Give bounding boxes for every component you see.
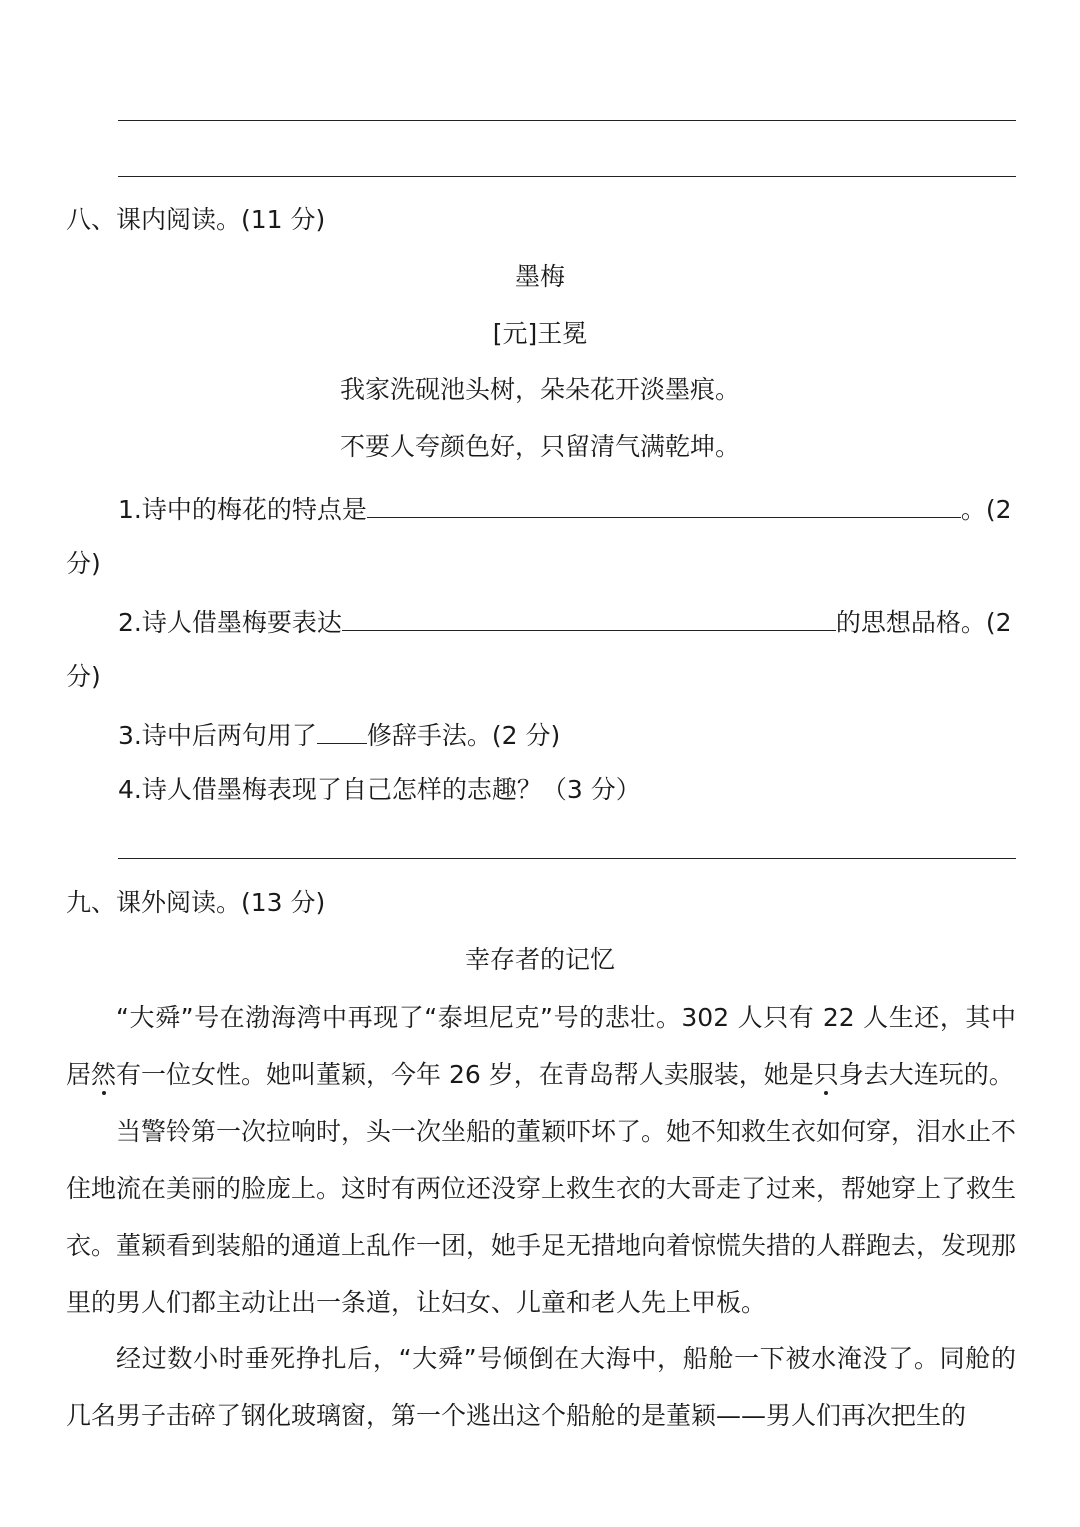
question-1-wrap: 分) <box>66 549 101 578</box>
article-title: 幸存者的记忆 <box>464 945 615 974</box>
article-paragraph-2: 当警铃第一次拉响时，头一次坐船的董颖吓坏了。她不知救生衣如何穿，泪水止不住地流在美丽的脸庞上。这时有两位还没穿上救生衣的大哥走了过来，帮她穿上了救生衣。董颖看到装船的通道上乱作一团，她手足无措地向着惊慌失措的人群跑去，发现那里的男人们都主动让出一条道，让妇女、儿童和老人先上甲板。 <box>66 1117 1017 1317</box>
question-3-tail: 修辞手法。(2 分) <box>366 721 561 750</box>
question-2 <box>118 605 1012 639</box>
question-1-answer-blank[interactable] <box>367 492 961 518</box>
question-2-answer-blank[interactable] <box>342 605 836 631</box>
question-3-answer-blank[interactable] <box>317 718 367 744</box>
question-1 <box>118 492 1012 526</box>
answer-line-2[interactable] <box>118 176 1016 177</box>
poem-line-2: 不要人夸颜色好，只留清气满乾坤。 <box>339 432 740 461</box>
question-4: 4.诗人借墨梅表现了自己怎样的志趣？（3 分） <box>118 775 641 804</box>
question-3 <box>118 718 560 752</box>
paragraph-1-part-c: 身去大连玩的。 <box>838 1060 1014 1089</box>
question-2-tail: 的思想品格。(2 <box>835 608 1012 637</box>
question-2-text: 2.诗人借墨梅要表达 <box>118 608 342 637</box>
poem-line-1: 我家洗砚池头树，朵朵花开淡墨痕。 <box>339 375 740 404</box>
poem-author: [元]王冕 <box>492 319 588 348</box>
poem-title: 墨梅 <box>514 262 565 291</box>
question-3-text: 3.诗中后两句用了 <box>118 721 317 750</box>
section-8-heading: 八、课内阅读。(11 分) <box>66 205 326 234</box>
question-4-answer-line[interactable] <box>118 858 1016 859</box>
emphasis-char-zhi: 只 <box>813 1060 839 1089</box>
article-paragraph-3: 经过数小时垂死挣扎后，“大舜”号倾倒在大海中，船舱一下被水淹没了。同舱的几名男子击碎了钢化玻璃窗，第一个逃出这个船舱的是董颖——男人们再次把生的 <box>66 1344 1016 1430</box>
paragraph-1-part-a: “大舜”号在渤海湾中再现了“泰坦尼克”号的悲壮。302 人只有 22 人生还，其中居 <box>66 1003 1016 1089</box>
question-1-text: 1.诗中的梅花的特点是 <box>118 495 367 524</box>
article-paragraph-1 <box>66 989 1016 1103</box>
paragraph-1-part-b: 有一位女性。她叫董颖，今年 26 岁，在青岛帮人卖服装，她是 <box>116 1060 814 1089</box>
section-9-heading: 九、课外阅读。(13 分) <box>66 888 326 917</box>
emphasis-char-ran: 然 <box>91 1060 117 1089</box>
question-2-wrap: 分) <box>66 662 101 691</box>
question-1-tail: 。(2 <box>960 495 1012 524</box>
answer-line-1[interactable] <box>118 120 1016 121</box>
